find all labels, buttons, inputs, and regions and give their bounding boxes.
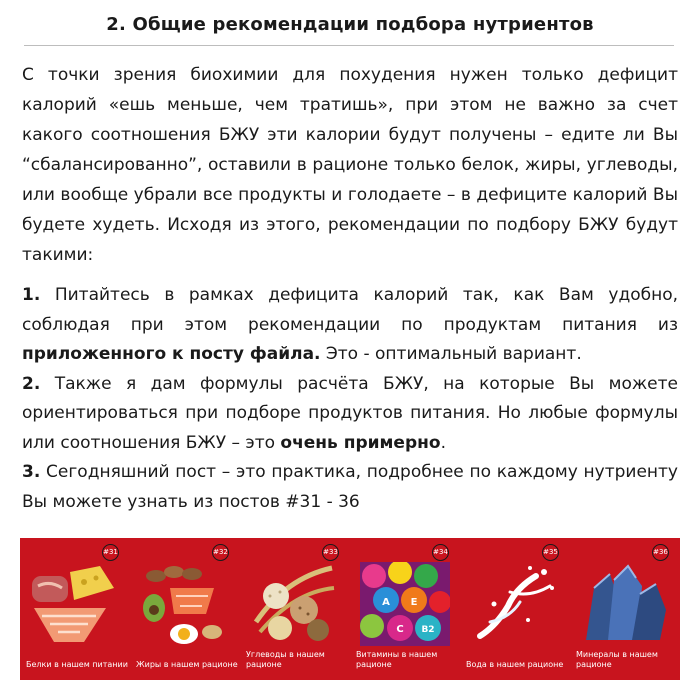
post-tile-caption: Минералы в нашем рационе xyxy=(576,650,658,669)
post-tile-31[interactable] xyxy=(20,538,130,680)
mineral-crystals-icon xyxy=(580,562,670,646)
recommendation-number: 2. xyxy=(22,373,41,394)
emphasis-text: приложенного к посту файла. xyxy=(22,344,321,364)
post-number-badge: #33 xyxy=(322,544,339,561)
post-tile-caption: Жиры в нашем рационе xyxy=(136,660,238,669)
emphasis-text: очень примерно xyxy=(280,432,441,453)
post-number-badge: #31 xyxy=(102,544,119,561)
recommendation-2: 2. Также я дам формулы расчёта БЖУ, на которые Вы можете ориентироваться при подборе продуктов питания. Но любые формулы или соотношения БЖУ – это очень примерно. xyxy=(22,373,678,453)
post-tile-36[interactable] xyxy=(570,538,680,680)
recommendation-number: 3. xyxy=(22,462,41,482)
post-tile-32[interactable] xyxy=(130,538,240,680)
page-title: 2. Общие рекомендации подбора нутриентов xyxy=(106,14,594,35)
post-tile-caption: Углеводы в нашем рационе xyxy=(246,650,325,669)
post-number-badge: #34 xyxy=(432,544,449,561)
post-number-badge: #36 xyxy=(652,544,669,561)
post-tile-caption: Вода в нашем рационе xyxy=(466,660,564,669)
fats-food-icon xyxy=(140,562,230,646)
svg-text:C: C xyxy=(396,624,404,635)
post-number-badge: #35 xyxy=(542,544,559,561)
post-number-badge: #32 xyxy=(212,544,229,561)
recommendations-list xyxy=(22,281,678,517)
post-tile-35[interactable] xyxy=(460,538,570,680)
grains-icon xyxy=(250,562,340,646)
recommendation-3: 3. Сегодняшний пост – это практика, подробнее по каждому нутриенту Вы можете узнать из постов #31 - 36 xyxy=(22,462,678,512)
post-tile-34[interactable] xyxy=(350,538,460,680)
svg-text:E: E xyxy=(410,597,418,608)
nutrient-posts-strip xyxy=(20,538,680,680)
intro-paragraph: С точки зрения биохимии для похудения нужен только дефицит калорий «ешь меньше, чем тратишь», при этом не важно за счет какого соотношения БЖУ эти калории будут получены – едите ли Вы “сбалансированно”, оставили в рационе только белок, жиры, углеводы, или вообще убрали все продукты и голодаете – в дефиците калорий Вы будете худеть. Исходя из этого, рекомендации по подбору БЖУ будут такими: xyxy=(22,65,678,265)
recommendation-1: 1. Питайтесь в рамках дефицита калорий так, как Вам удобно, соблюдая при этом рекомендации по продуктам питания из приложенного к посту файла. Это - оптимальный вариант. xyxy=(22,285,678,364)
meat-fish-icon xyxy=(30,562,120,646)
water-splash-icon xyxy=(470,562,560,646)
post-tile-33[interactable] xyxy=(240,538,350,680)
svg-text:A: A xyxy=(382,597,390,608)
vitamin-balls-icon xyxy=(360,562,450,646)
recommendation-number: 1. xyxy=(22,285,41,305)
svg-text:B2: B2 xyxy=(421,625,435,635)
post-tile-caption: Витамины в нашем рационе xyxy=(356,650,438,669)
title-divider xyxy=(24,45,674,46)
post-tile-caption: Белки в нашем питании xyxy=(26,660,128,669)
